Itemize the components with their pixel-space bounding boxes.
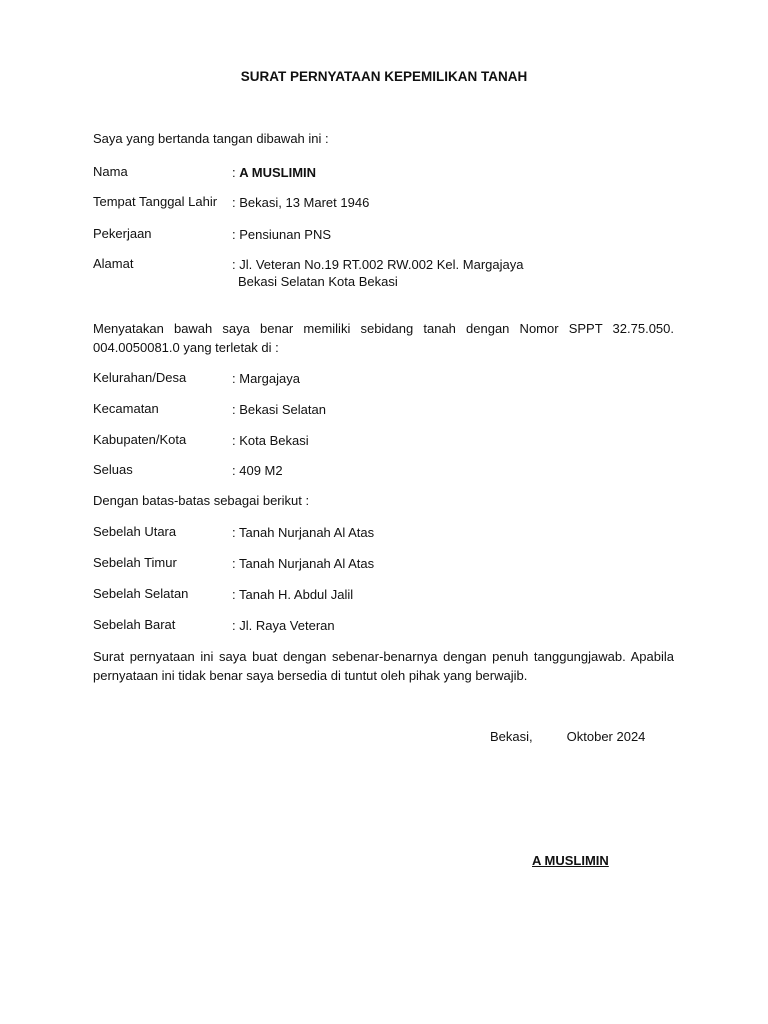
- field-label: Tempat Tanggal Lahir: [93, 194, 218, 209]
- boundaries-intro: Dengan batas-batas sebagai berikut :: [93, 493, 310, 508]
- field-value: Tanah Nurjanah Al Atas: [239, 556, 375, 571]
- field-label: Kecamatan: [93, 401, 159, 416]
- field-value-job: Pensiunan PNS: [239, 227, 332, 242]
- document-title: SURAT PERNYATAAN KEPEMILIKAN TANAH: [240, 69, 528, 84]
- field-value-address-line1: Jl. Veteran No.19 RT.002 RW.002 Kel. Margajaya: [239, 257, 524, 272]
- field-value: Tanah H. Abdul Jalil: [239, 587, 354, 602]
- field-value-birth: Bekasi, 13 Maret 1946: [239, 195, 370, 210]
- closing-paragraph: Surat pernyataan ini saya buat dengan sebenar-benarnya dengan penuh tanggungjawab. Apabila pernyataan ini tidak benar saya bersedia di tuntut oleh pihak yang berwajib.: [93, 649, 674, 683]
- field-label: Seluas: [93, 462, 133, 477]
- letter-page: SURAT PERNYATAAN KEPEMILIKAN TANAH Saya yang bertanda tangan dibawah ini : Nama : A MUSLIMIN Tempat Tanggal Lahir : Bekasi, 13 Maret 1946 Pekerjaan : Pensiunan PNS Alamat : Jl. Veteran No.19 RT.002 RW.002 Kel. Margajaya Bekasi Selatan Kota Bekasi Menyatakan bawah saya benar memiliki sebidang tanah dengan Nomor SPPT 32.75.050. 004.0050081.0 yang terletak di : Kelurahan/Desa : Margajaya Kecamatan : Bekasi Selatan Kabupaten/Kota : Kota Bekasi Seluas : 409 M2 Dengan batas-batas sebagai berikut : Sebelah Utara : Tanah Nurjanah Al Atas Sebelah Timur : Tanah Nurjanah Al Atas Sebelah Selatan : Tanah H. Abdul Jalil Sebelah Barat : Jl. Raya Veteran Surat pernyataan ini saya buat dengan sebenar-benarnya dengan penuh tanggungjawab. Apabila pernyataan ini tidak benar saya bersedia di tuntut oleh pihak yang berwajib. Bekasi, Oktober 2024 A MUSLIMIN: [0, 0, 768, 1024]
- field-value: 409 M2: [239, 463, 283, 478]
- field-label: Kabupaten/Kota: [93, 432, 187, 447]
- field-value: Jl. Raya Veteran: [239, 618, 335, 633]
- place-text: Bekasi,: [490, 729, 533, 744]
- field-label: Nama: [93, 164, 128, 179]
- date-text: Oktober 2024: [566, 729, 646, 744]
- field-value: Bekasi Selatan: [239, 402, 326, 417]
- field-label: Sebelah Selatan: [93, 586, 189, 601]
- field-label: Sebelah Utara: [93, 524, 177, 539]
- field-label: Kelurahan/Desa: [93, 370, 187, 385]
- field-label: Sebelah Barat: [93, 617, 176, 632]
- field-value: Tanah Nurjanah Al Atas: [239, 525, 375, 540]
- field-label: Alamat: [93, 256, 134, 271]
- field-value: Kota Bekasi: [239, 433, 309, 448]
- field-value-address-line2: Bekasi Selatan Kota Bekasi: [238, 274, 398, 289]
- intro-text: Saya yang bertanda tangan dibawah ini :: [93, 131, 329, 146]
- statement-paragraph: Menyatakan bawah saya benar memiliki sebidang tanah dengan Nomor SPPT 32.75.050. 004.0050081.0 yang terletak di :: [93, 321, 674, 355]
- place-date: [490, 729, 645, 744]
- signer-name: A MUSLIMIN: [532, 853, 609, 868]
- field-value: Margajaya: [239, 371, 300, 386]
- field-value-name: A MUSLIMIN: [239, 165, 317, 180]
- field-label: Pekerjaan: [93, 226, 152, 241]
- field-label: Sebelah Timur: [93, 555, 177, 570]
